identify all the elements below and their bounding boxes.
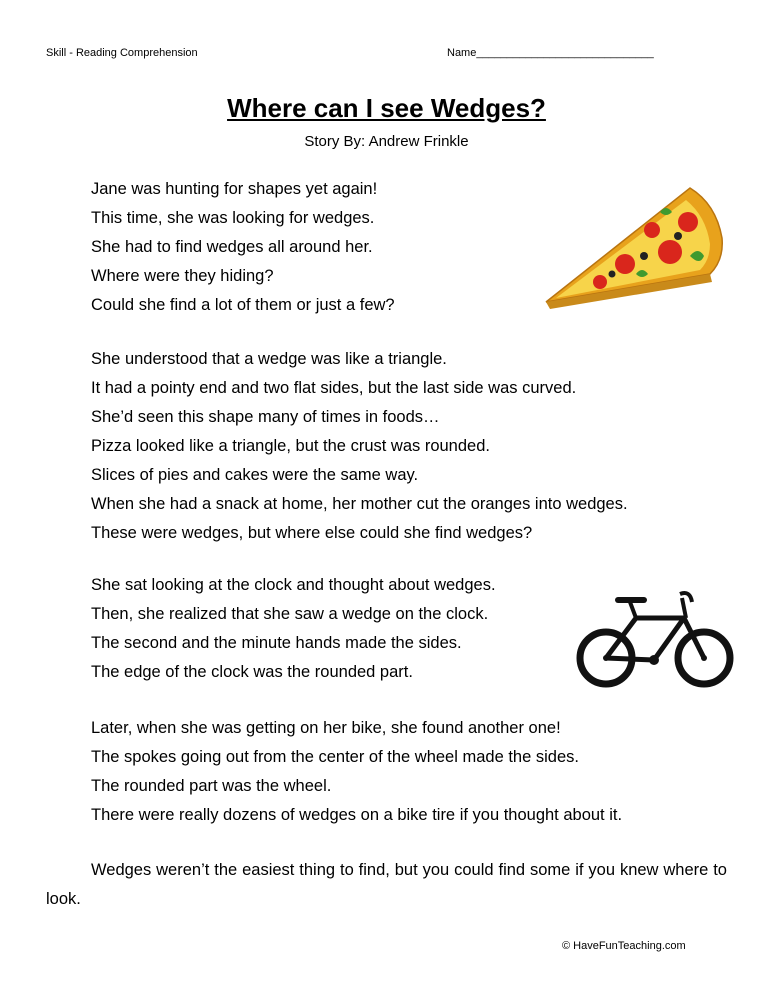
copyright-footer: © HaveFunTeaching.com	[562, 940, 686, 952]
story-line: The second and the minute hands made the sides.	[91, 634, 462, 652]
story-line: Where were they hiding?	[91, 267, 274, 285]
story-paragraph-4	[91, 714, 622, 830]
story-line: Pizza looked like a triangle, but the crust was rounded.	[91, 437, 490, 455]
story-line: The edge of the clock was the rounded part.	[91, 663, 413, 681]
story-paragraph-1	[91, 175, 395, 320]
story-paragraph-2	[91, 345, 628, 548]
story-line: She had to find wedges all around her.	[91, 238, 373, 256]
story-line: She sat looking at the clock and thought about wedges.	[91, 576, 496, 594]
page-title: Where can I see Wedges?	[227, 93, 546, 123]
story-line: This time, she was looking for wedges.	[91, 209, 375, 227]
story-line: She understood that a wedge was like a triangle.	[91, 350, 447, 368]
story-line: The rounded part was the wheel.	[91, 777, 332, 795]
story-line: When she had a snack at home, her mother cut the oranges into wedges.	[91, 495, 628, 513]
name-field-label: Name_____________________________	[447, 47, 654, 59]
story-line: She’d seen this shape many of times in foods…	[91, 408, 440, 426]
story-line: These were wedges, but where else could she find wedges?	[91, 524, 533, 542]
story-line: Could she find a lot of them or just a few?	[91, 296, 395, 314]
story-closing-paragraph: Wedges weren’t the easiest thing to find, but you could find some if you knew where to look.	[46, 861, 727, 908]
story-line: Then, she realized that she saw a wedge on the clock.	[91, 605, 489, 623]
story-byline: Story By: Andrew Frinkle	[304, 133, 469, 150]
story-line: It had a pointy end and two flat sides, but the last side was curved.	[91, 379, 577, 397]
story-line: Slices of pies and cakes were the same way.	[91, 466, 419, 484]
skill-label: Skill - Reading Comprehension	[46, 47, 198, 59]
bicycle-icon	[574, 588, 736, 696]
pizza-slice-icon	[540, 182, 726, 312]
story-line: The spokes going out from the center of the wheel made the sides.	[91, 748, 579, 766]
story-line: Jane was hunting for shapes yet again!	[91, 180, 378, 198]
story-line: There were really dozens of wedges on a bike tire if you thought about it.	[91, 806, 623, 824]
story-line: Later, when she was getting on her bike, she found another one!	[91, 719, 561, 737]
story-paragraph-3	[91, 571, 496, 687]
